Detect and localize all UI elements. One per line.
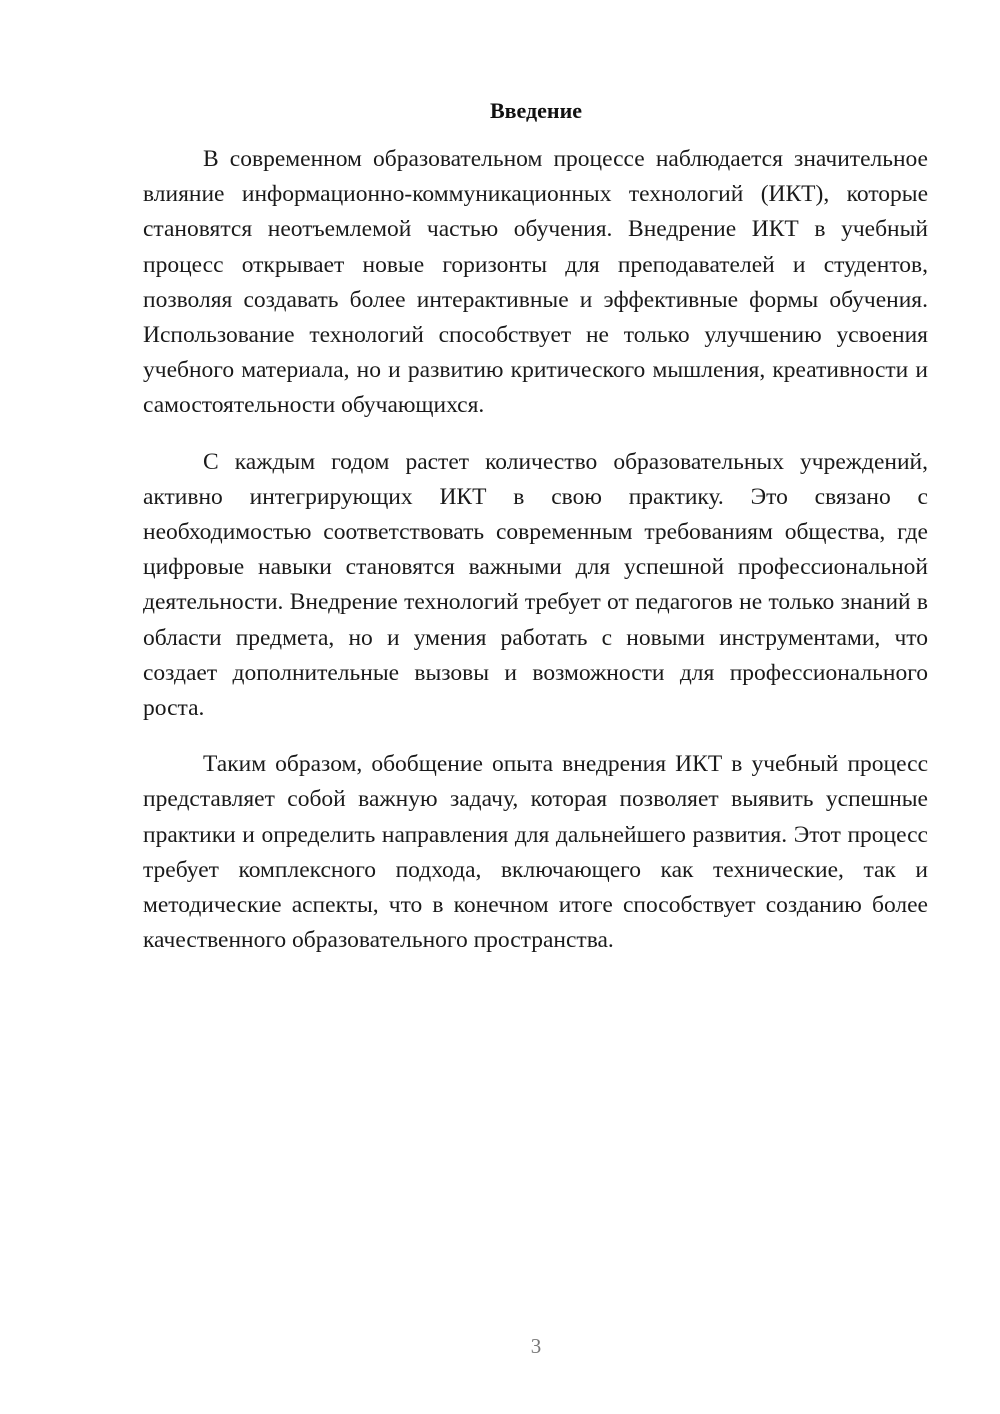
paragraph-3: Таким образом, обобщение опыта внедрения ИКТ в учебный процесс представляет собой важную задачу, которая позволяет выявить успешные практики и определить направления для дальнейшего развития. Этот процесс требует комплексного подхода, включающего как технические, так и методические аспекты, что в конечном итоге способствует созданию более качественного образовательного пространства.: [143, 751, 928, 954]
paragraph-2: С каждым годом растет количество образовательных учреждений, активно интегрирующих ИКТ в свою практику. Это связано с необходимостью соответствовать современным требованиям общества, где цифровые навыки становятся важными для успешной профессиональной деятельности. Внедрение технологий требует от педагогов не только знаний в области предмета, но и умения работать с новыми инструментами, что создает дополнительные вызовы и возможности для профессионального роста.: [143, 448, 928, 722]
body-text: [143, 142, 928, 979]
paragraph-1: В современном образовательном процессе наблюдается значительное влияние информационно-коммуникационных технологий (ИКТ), которые становятся неотъемлемой частью обучения. Внедрение ИКТ в учебный процесс открывает новые горизонты для преподавателей и студентов, позволяя создавать более интерактивные и эффективные формы обучения. Использование технологий способствует не только улучшению усвоения учебного материала, но и развитию критического мышления, креативности и самостоятельности обучающихся.: [143, 146, 928, 419]
section-heading: Введение: [489, 98, 583, 123]
page-number: 3: [530, 1334, 542, 1358]
